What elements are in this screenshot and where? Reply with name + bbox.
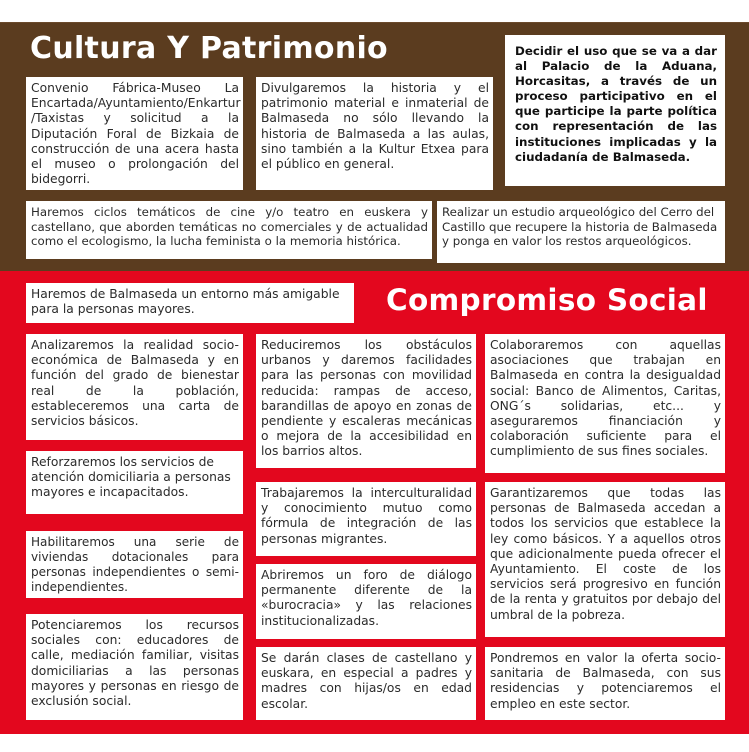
cultura-title: Cultura Y Patrimonio bbox=[30, 31, 388, 66]
top-margin bbox=[0, 0, 749, 22]
social-item: Analizaremos la realidad socio-económica de Balmaseda y en función del grado de bienestar real de la población, estableceremos una carta de servicios básicos. bbox=[26, 334, 243, 440]
social-item: Colaboraremos con aquellas asociaciones que trabajan en Balmaseda en contra la desigualdad social: Banco de Alimentos, Caritas, ONG´s solidarias, etc... y aseguraremos financiación y colaboración suficiente para el cumplimiento de sus fines sociales. bbox=[485, 334, 725, 473]
social-title: Compromiso Social bbox=[386, 283, 708, 317]
social-item: Se darán clases de castellano y euskara, en especial a padres y madres con hijas/os en edad escolar. bbox=[256, 647, 476, 720]
social-item: Garantizaremos que todas las personas de Balmaseda accedan a todos los servicios que establece la ley como básicos. Y a aquellos otros que adicionalmente pueda ofrecer el Ayuntamiento. El coste de los servicios será progresivo en función de la renta y gratuitos por debajo del umbral de la pobreza. bbox=[485, 482, 725, 637]
cultura-item-highlight: Decidir el uso que se va a dar al Palacio de la Aduana, Horcasitas, a través de un proceso participativo en el que participe la parte política con representación de las instituciones implicadas y la ciudadanía de Balmaseda. bbox=[505, 35, 725, 186]
social-item: Reduciremos los obstáculos urbanos y daremos facilidades para las personas con movilidad reducida: rampas de acceso, barandillas de apoyo en zonas de pendiente y escaleras mecánicas o mejora de la accesibilidad en los barrios altos. bbox=[256, 334, 476, 468]
cultura-item: Divulgaremos la historia y el patrimonio material e inmaterial de Balmaseda no sólo llevando la historia de Balmaseda a las aulas, sino también a la Kultur Etxea para el público en general. bbox=[256, 77, 493, 190]
cultura-item: Realizar un estudio arqueológico del Cerro del Castillo que recupere la historia de Balmaseda y ponga en valor los restos arqueológicos. bbox=[437, 201, 725, 263]
bottom-margin bbox=[0, 734, 749, 752]
social-item: Trabajaremos la interculturalidad y conocimiento mutuo como fórmula de integración de las personas migrantes. bbox=[256, 482, 476, 556]
social-item: Abriremos un foro de diálogo permanente diferente de la «burocracia» y las relaciones institucionalizadas. bbox=[256, 564, 476, 639]
cultura-item: Haremos ciclos temáticos de cine y/o teatro en euskera y castellano, que aborden temáticas no comerciales y de actualidad como el ecologismo, la lucha feminista o la memoria histórica. bbox=[26, 201, 432, 259]
social-item: Habilitaremos una serie de viviendas dotacionales para personas independientes o semi-independientes. bbox=[26, 531, 243, 598]
social-item: Reforzaremos los servicios de atención domiciliaria a personas mayores e incapacitados. bbox=[26, 451, 243, 514]
social-item: Potenciaremos los recursos sociales con: educadores de calle, mediación familiar, visitas domiciliarias a las personas mayores y personas en riesgo de exclusión social. bbox=[26, 614, 243, 720]
cultura-item: Convenio Fábrica-Museo La Encartada/Ayuntamiento/Enkartur /Taxistas y solicitud a la Diputación Foral de Bizkaia de construcción de una acera hasta el museo o prolongación del bidegorri. bbox=[26, 77, 243, 190]
social-item: Pondremos en valor la oferta socio-sanitaria de Balmaseda, con sus residencias y potenciaremos el empleo en este sector. bbox=[485, 647, 725, 720]
social-intro: Haremos de Balmaseda un entorno más amigable para la personas mayores. bbox=[26, 283, 354, 323]
